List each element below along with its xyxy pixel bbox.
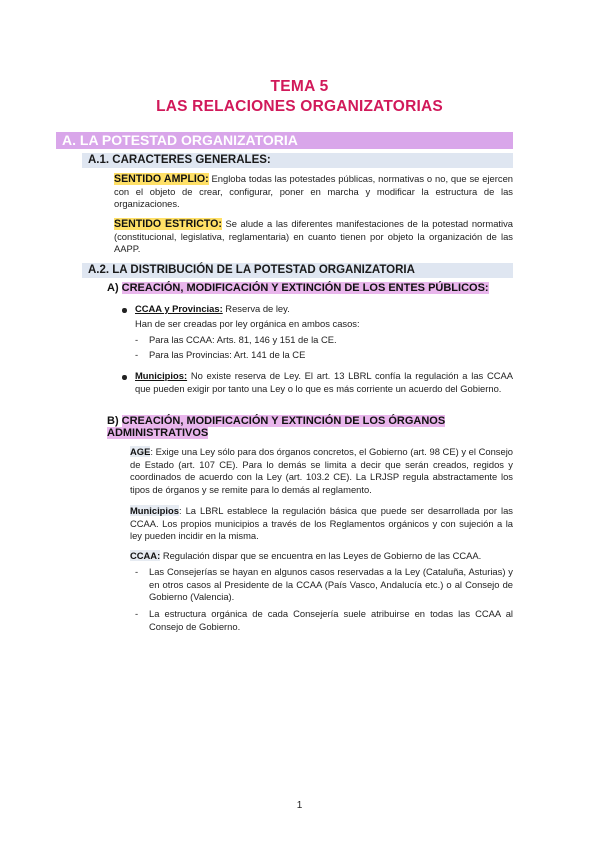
ccaa-organos-label: CCAA: <box>130 550 161 561</box>
subsection-b-heading <box>107 415 513 439</box>
municipios-organos-label: Municipios <box>130 505 179 516</box>
sentido-estricto-text: Se alude a las diferentes manifestaciones de la potestad normativa (constitucional, legislativa, reglamentaria) en cuanto tienen por objeto la organización de las AAPP. <box>114 218 513 255</box>
ccaa-organos-item-1: Las Consejerías se hayan en algunos casos reservadas a la Ley (Cataluña, Asturias) y en otros casos al Presidente de la CCAA (País Vasco, Andalucía etc.) o al Consejo de Gobierno (Valencia). <box>149 566 513 603</box>
section-a1-heading: A.1. CARACTERES GENERALES: <box>82 153 513 168</box>
subsection-a-prefix: A) <box>107 282 122 294</box>
section-a2-heading: A.2. LA DISTRIBUCIÓN DE LA POTESTAD ORGANIZATORIA <box>82 263 513 278</box>
subsection-b-prefix: B) <box>107 415 122 427</box>
municipios-label: Municipios: <box>135 370 188 381</box>
subsection-a-title: CREACIÓN, MODIFICACIÓN Y EXTINCIÓN DE LOS ENTES PÚBLICOS: <box>121 282 489 294</box>
ccaa-list-item-2: Para las Provincias: Art. 141 de la CE <box>149 349 306 360</box>
municipios-organos-text: : La LBRL establece la regulación básica que puede ser desarrollada por las CCAA. Los propios municipios a través de los Reglamentos orgánicos y con sujeción a la ley pueden incidir en la misma. <box>130 505 513 542</box>
bullet-icon <box>122 308 127 313</box>
ccaa-organos-item-2: La estructura orgánica de cada Consejería suele atribuirse en todas las CCAA al Consejo de Gobierno. <box>149 608 513 632</box>
bullet-icon <box>122 375 127 380</box>
ccaa-organos-paragraph <box>130 550 513 563</box>
doc-title-line2: LAS RELACIONES ORGANIZATORIAS <box>156 98 443 115</box>
municipios-organos-paragraph <box>130 505 513 543</box>
ccaa-provincias-item <box>135 303 513 316</box>
municipios-text: No existe reserva de Ley. El art. 13 LBRL confía la regulación a las CCAA que pueden exigir por tanto una Ley o lo que es más corriente un acuerdo del Gobierno. <box>135 370 513 394</box>
subsection-b-title: CREACIÓN, MODIFICACIÓN Y EXTINCIÓN DE LOS ÓRGANOS ADMINISTRATIVOS <box>107 415 446 439</box>
age-text: : Exige una Ley sólo para dos órganos concretos, el Gobierno (art. 98 CE) y el Consejo de Estado (art. 107 CE). Para lo demás se limita a decir que serán creados, regidos y coordinados de acuerdo con la Ley (art. 103.2 CE). La LRJSP regula abstractamente los tipos de órganos y se remite para lo demás al reglamento. <box>130 446 513 495</box>
municipios-item <box>135 370 513 395</box>
dash-icon: - <box>135 566 139 577</box>
sentido-estricto-paragraph <box>114 218 513 256</box>
section-a-heading: A. LA POTESTAD ORGANIZATORIA <box>56 132 513 149</box>
dash-icon: - <box>135 349 139 360</box>
ccaa-list-item-1: Para las CCAA: Arts. 81, 146 y 151 de la CE. <box>149 334 337 345</box>
sentido-amplio-label: SENTIDO AMPLIO: <box>114 173 209 185</box>
sentido-amplio-text: Engloba todas las potestades públicas, normativas o no, que se ejercen con el objeto de crear, configurar, poner en marcha y modificar la estructura de las organizaciones. <box>114 173 513 210</box>
ccaa-provincias-line2: Han de ser creadas por ley orgánica en ambos casos: <box>135 318 360 329</box>
age-paragraph <box>130 446 513 496</box>
doc-title-line1: TEMA 5 <box>270 78 329 95</box>
sentido-estricto-label: SENTIDO ESTRICTO: <box>114 218 222 230</box>
ccaa-provincias-text: Reserva de ley. <box>222 303 290 314</box>
page-number: 1 <box>296 800 303 811</box>
subsection-a-heading <box>107 282 489 294</box>
dash-icon: - <box>135 334 139 345</box>
ccaa-provincias-label: CCAA y Provincias: <box>135 303 223 314</box>
dash-icon: - <box>135 608 139 619</box>
sentido-amplio-paragraph <box>114 173 513 211</box>
ccaa-organos-text: Regulación dispar que se encuentra en las Leyes de Gobierno de las CCAA. <box>160 550 482 561</box>
age-label: AGE <box>130 446 151 457</box>
